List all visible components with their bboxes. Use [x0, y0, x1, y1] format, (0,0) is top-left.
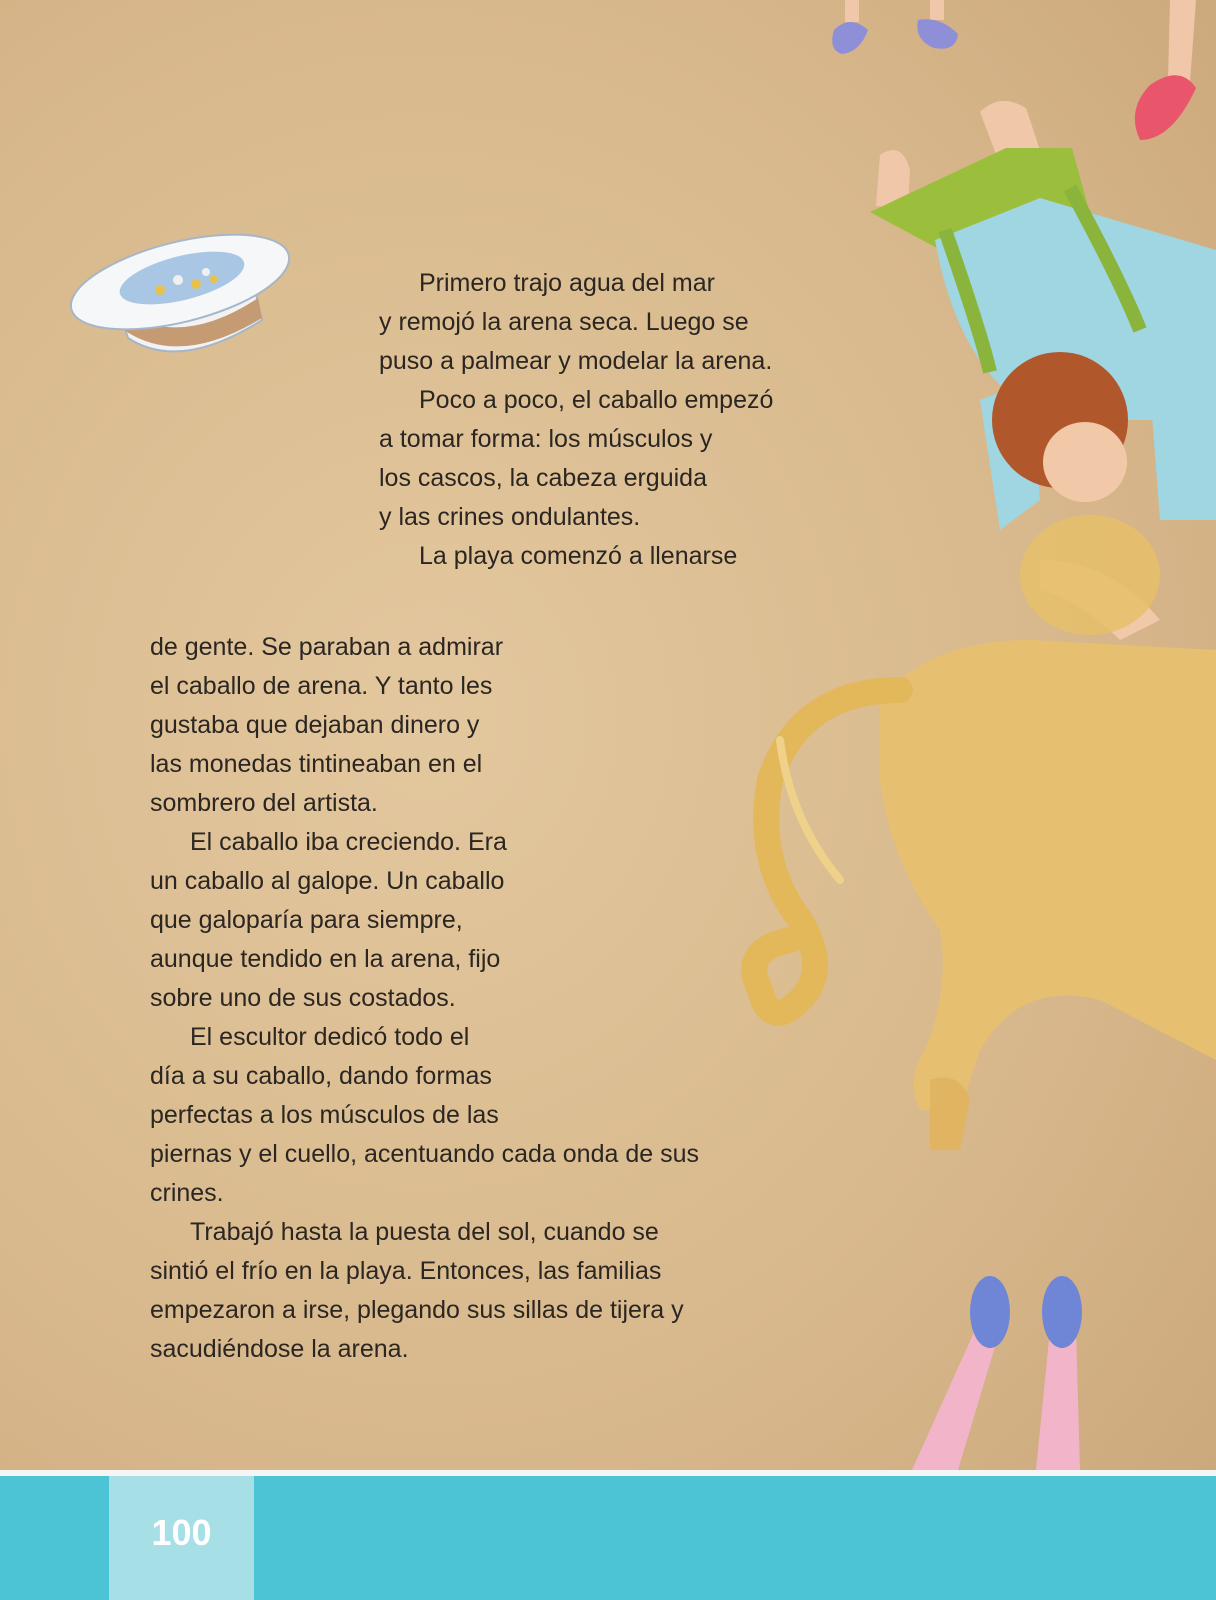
page-number-box: [109, 1476, 254, 1600]
text-line: que galoparía para siempre,: [150, 906, 463, 934]
text-line: Poco a poco, el caballo empezó: [419, 386, 774, 414]
page-number: 100: [151, 1512, 212, 1553]
bottom-feet-illustration: [912, 1276, 1082, 1470]
paragraph-block-bottom: [150, 628, 850, 1369]
paragraph-block-top: [379, 264, 859, 576]
text-line: y remojó la arena seca. Luego se: [379, 308, 749, 336]
text-line: día a su caballo, dando formas: [150, 1062, 492, 1090]
text-line: La playa comenzó a llenarse: [419, 542, 738, 570]
text-line: empezaron a irse, plegando sus sillas de tijera y: [150, 1296, 684, 1324]
text-line: gustaba que dejaban dinero y: [150, 711, 480, 739]
text-line: puso a palmear y modelar la arena.: [379, 347, 773, 375]
text-line: El caballo iba creciendo. Era: [190, 828, 507, 856]
text-line: aunque tendido en la arena, fijo: [150, 945, 501, 973]
text-line: sobre uno de sus costados.: [150, 984, 456, 1012]
text-line: Trabajó hasta la puesta del sol, cuando se: [190, 1218, 659, 1246]
text-line: los cascos, la cabeza erguida: [379, 464, 707, 492]
text-line: a tomar forma: los músculos y: [379, 425, 713, 453]
sculptor-illustration: [870, 101, 1216, 640]
page-footer: [0, 1470, 1216, 1600]
text-line: el caballo de arena. Y tanto les: [150, 672, 493, 700]
text-line: El escultor dedicó todo el: [190, 1023, 470, 1051]
text-line: crines.: [150, 1179, 224, 1207]
text-line: un caballo al galope. Un caballo: [150, 867, 505, 895]
text-line: sintió el frío en la playa. Entonces, las familias: [150, 1257, 662, 1285]
text-line: piernas y el cuello, acentuando cada onda de sus: [150, 1140, 699, 1168]
text-line: y las crines ondulantes.: [379, 503, 641, 531]
text-line: las monedas tintineaban en el: [150, 750, 483, 778]
text-line: de gente. Se paraban a admirar: [150, 633, 504, 661]
text-line: sacudiéndose la arena.: [150, 1335, 409, 1363]
hat-illustration: [62, 216, 299, 351]
text-line: perfectas a los músculos de las: [150, 1101, 499, 1129]
text-line: Primero trajo agua del mar: [419, 269, 715, 297]
text-line: sombrero del artista.: [150, 789, 378, 817]
